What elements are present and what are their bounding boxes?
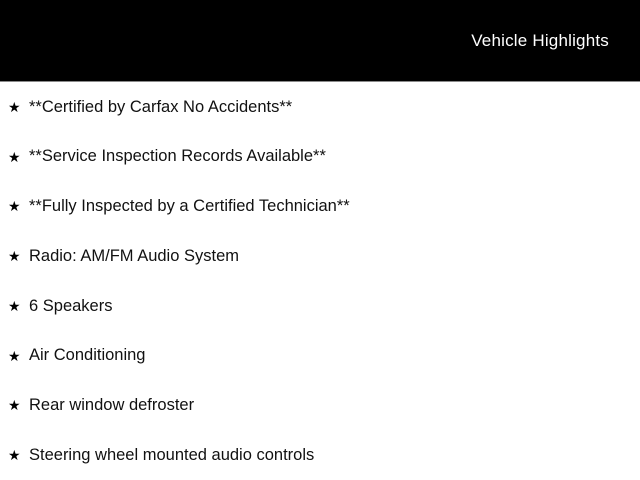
star-bullet-icon: ★: [8, 297, 21, 314]
list-item-label: 6 Speakers: [29, 296, 113, 315]
list-item: [0, 231, 640, 281]
list-item: [0, 430, 640, 480]
star-bullet-icon: ★: [8, 148, 21, 165]
star-bullet-icon: ★: [8, 248, 21, 265]
page-title: Vehicle Highlights: [471, 30, 609, 50]
list-item: [0, 331, 640, 381]
list-item-label: Radio: AM/FM Audio System: [29, 246, 239, 265]
list-item: [0, 132, 640, 182]
list-item-label: **Fully Inspected by a Certified Technician**: [29, 197, 350, 216]
star-bullet-icon: ★: [8, 98, 21, 115]
list-item: [0, 182, 640, 232]
list-item-label: Steering wheel mounted audio controls: [29, 445, 315, 464]
list-item-label: Rear window defroster: [29, 396, 195, 415]
star-bullet-icon: ★: [8, 198, 21, 215]
star-bullet-icon: ★: [8, 347, 21, 364]
list-item: [0, 281, 640, 331]
list-item-label: **Service Inspection Records Available**: [29, 147, 326, 166]
list-item: [0, 82, 640, 132]
list-item-label: **Certified by Carfax No Accidents**: [29, 97, 293, 116]
star-bullet-icon: ★: [8, 447, 21, 464]
star-bullet-icon: ★: [8, 397, 21, 414]
vehicle-highlights-header: [0, 0, 640, 82]
vehicle-highlights-list: [0, 82, 640, 480]
list-item-label: Air Conditioning: [29, 346, 146, 365]
list-item: [0, 381, 640, 431]
